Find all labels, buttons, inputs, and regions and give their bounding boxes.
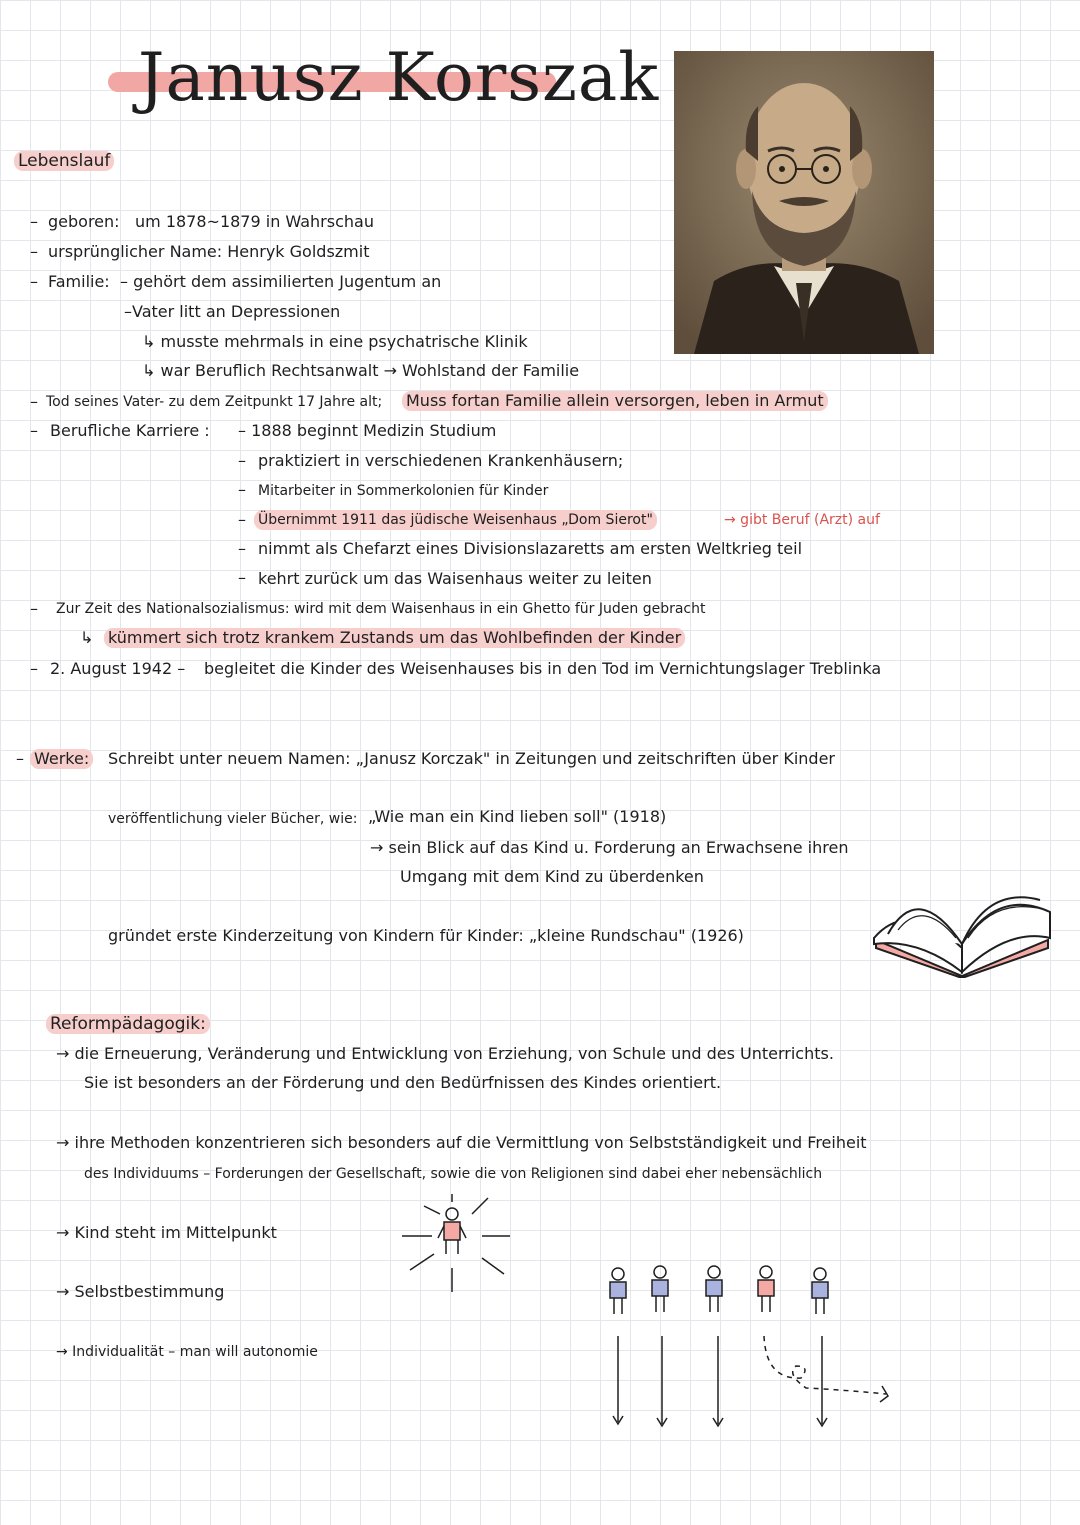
career-line-3: Mitarbeiter in Sommerkolonien für Kinder: [258, 483, 549, 499]
reform-line-4: des Individuums – Forderungen der Gesellschaft, sowie die von Religionen sind dabei eher nebensächlich: [84, 1166, 823, 1182]
bullet-dash: –: [30, 212, 38, 231]
august-date: 2. August 1942 –: [50, 659, 186, 678]
bullet-dash: –: [238, 539, 246, 558]
career-label: Berufliche Karriere :: [50, 421, 210, 440]
bullet-dash: –: [238, 510, 246, 529]
bullet-dash: –: [238, 568, 246, 587]
child-center-icon: [396, 1192, 516, 1302]
bullet-dash: –: [16, 749, 24, 768]
werke-line-2b: „Wie man ein Kind lieben soll" (1918): [368, 807, 667, 826]
section-heading-reform: Reformpädagogik:: [46, 1014, 210, 1034]
section-heading-lebenslauf: Lebenslauf: [14, 151, 114, 171]
reform-point-1: → Kind steht im Mittelpunkt: [56, 1223, 277, 1242]
werke-line-2a: veröffentlichung vieler Bücher, wie:: [108, 811, 358, 827]
werke-line-4: Umgang mit dem Kind zu überdenken: [400, 867, 704, 886]
reform-line-3: → ihre Methoden konzentrieren sich besonders auf die Vermittlung von Selbstständigkeit und Freiheit: [56, 1133, 867, 1152]
bullet-dash: –: [30, 392, 38, 411]
children-paths-icon: [596, 1262, 906, 1438]
werke-line-1: Schreibt unter neuem Namen: „Janusz Korczak" in Zeitungen und zeitschriften über Kinder: [108, 749, 835, 768]
family-label: Familie:: [48, 272, 110, 291]
career-line-6: kehrt zurück um das Waisenhaus weiter zu leiten: [258, 569, 652, 588]
reform-line-2: Sie ist besonders an der Förderung und den Bedürfnissen des Kindes orientiert.: [84, 1073, 722, 1092]
original-name: ursprünglicher Name: Henryk Goldszmit: [48, 242, 370, 261]
career-line-2: praktiziert in verschiedenen Krankenhäusern;: [258, 451, 624, 470]
death-father-a: Tod seines Vater- zu dem Zeitpunkt 17 Jahre alt;: [46, 394, 383, 410]
august-text: begleitet die Kinder des Weisenhauses bis in den Tod im Vernichtungslager Treblinka: [204, 659, 882, 678]
family-line-2: –Vater litt an Depressionen: [124, 302, 341, 321]
career-line-5: nimmt als Chefarzt eines Divisionslazaretts am ersten Weltkrieg teil: [258, 539, 803, 558]
reform-point-2: → Selbstbestimmung: [56, 1282, 225, 1301]
career-line-1: – 1888 beginnt Medizin Studium: [238, 421, 497, 440]
bullet-dash: –: [30, 421, 38, 440]
bullet-dash: –: [238, 451, 246, 470]
bullet-dash: –: [30, 599, 38, 618]
nazi-era-arrow: ↳: [80, 628, 94, 647]
bullet-dash: –: [238, 480, 246, 499]
born-value: um 1878~1879 in Wahrschau: [135, 212, 374, 231]
nazi-era-care: kümmert sich trotz krankem Zustands um das Wohlbefinden der Kinder: [104, 628, 685, 648]
page-title: Janusz Korszak: [138, 39, 660, 116]
born-label: geboren:: [48, 212, 120, 231]
werke-line-5: gründet erste Kinderzeitung von Kindern für Kinder: „kleine Rundschau" (1926): [108, 926, 744, 945]
section-heading-werke: Werke:: [30, 749, 93, 769]
family-line-1: – gehört dem assimilierten Jugentum an: [120, 272, 442, 291]
career-line-4: Übernimmt 1911 das jüdische Weisenhaus „Dom Sierot": [254, 510, 657, 530]
werke-line-3: → sein Blick auf das Kind u. Forderung an Erwachsene ihren: [370, 838, 849, 857]
portrait-illustration: [674, 51, 934, 354]
bullet-dash: –: [30, 242, 38, 261]
portrait-photo: [674, 51, 934, 354]
family-line-3: ↳ musste mehrmals in eine psychatrische Klinik: [142, 332, 528, 351]
family-line-4: ↳ war Beruflich Rechtsanwalt → Wohlstand der Familie: [142, 361, 580, 380]
death-father-b: Muss fortan Familie allein versorgen, leben in Armut: [402, 391, 828, 411]
open-book-icon: [868, 878, 1056, 978]
bullet-dash: –: [30, 272, 38, 291]
career-line-4-note: → gibt Beruf (Arzt) auf: [724, 512, 880, 528]
reform-point-3: → Individualität – man will autonomie: [56, 1344, 318, 1360]
reform-line-1: → die Erneuerung, Veränderung und Entwicklung von Erziehung, von Schule und des Unterrichts.: [56, 1044, 834, 1063]
nazi-era-line: Zur Zeit des Nationalsozialismus: wird mit dem Waisenhaus in ein Ghetto für Juden gebracht: [56, 601, 706, 617]
bullet-dash: –: [30, 659, 38, 678]
